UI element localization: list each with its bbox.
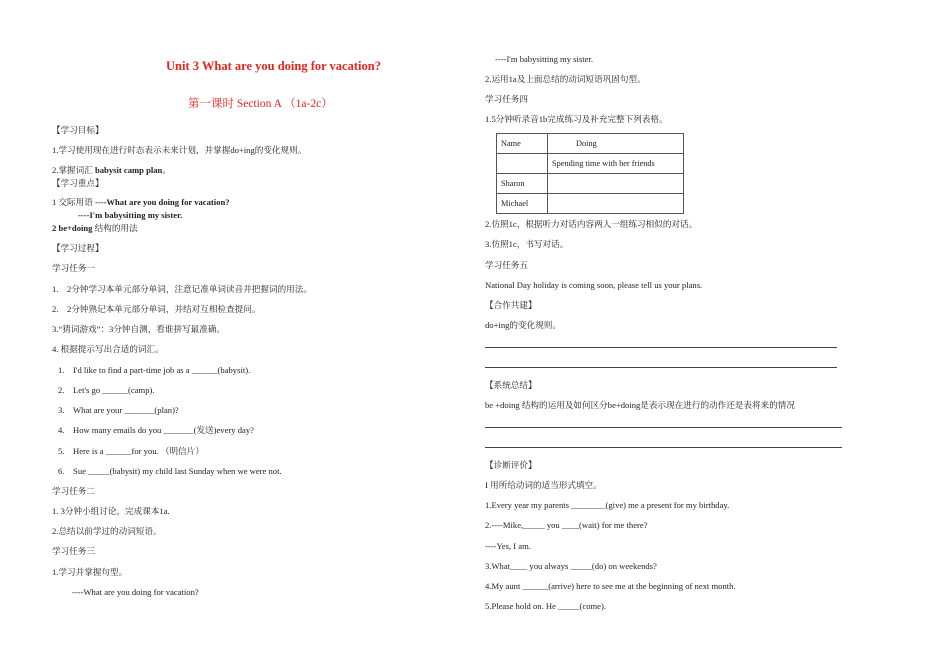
task5-heading: 学习任务五 (485, 260, 528, 270)
summary-text: be +doing 结构的运用及如何区分be+doing是表示现在进行的动作还是表将来的情况 (485, 400, 795, 410)
fill-item: 1. I'd like to find a part-time job as a ______(babysit). (58, 365, 251, 375)
eval-heading: 【诊断评价】 (485, 460, 537, 470)
focus-1: 1 交际用语 ----What are you doing for vacation? (52, 197, 230, 207)
lesson-subtitle: 第一课时 Section A （1a-2c） (188, 98, 333, 110)
task4-item: 2.仿照1c，根据听力对话内容两人一组练习相似的对话。 (485, 219, 698, 229)
coop-heading: 【合作共建】 (485, 300, 537, 310)
focus-2: 2 be+doing 结构的用法 (52, 223, 138, 233)
task3-heading: 学习任务三 (52, 546, 95, 556)
task1-item: 2. 2分钟熟记本单元部分单词，并结对互相检查提问。 (52, 304, 261, 314)
answer-line (485, 427, 842, 428)
table-cell: Sharon (497, 174, 548, 194)
table-row (497, 174, 684, 194)
task3-question: ----What are you doing for vacation? (72, 587, 199, 597)
task3-item: 1.学习并掌握句型。 (52, 567, 128, 577)
answer-line (485, 367, 837, 368)
table-cell: Spending time with her friends (548, 154, 684, 174)
task1-heading: 学习任务一 (52, 263, 95, 273)
fill-item: 6. Sue _____(babysit) my child last Sunday when we were not. (58, 466, 282, 476)
task1-item: 1. 2分钟学习本单元部分单词，注意记准单词读音并把握词的用法。 (52, 284, 312, 294)
table-cell: Michael (497, 194, 548, 214)
eval-instruction: I 用所给动词的适当形式填空。 (485, 480, 602, 490)
task5-text: National Day holiday is coming soon, please tell us your plans. (485, 280, 703, 290)
table-row (497, 154, 684, 174)
task1-item: 3.“猜词游戏”：3分钟自测，看谁拼写最准确。 (52, 324, 226, 334)
table-header-cell: Name (497, 134, 548, 154)
table-row (497, 194, 684, 214)
task3-answer: ----I'm babysitting my sister. (495, 54, 593, 64)
focus-1-answer: ----I'm babysitting my sister. (78, 210, 183, 220)
eval-item: ----Yes, I am. (485, 541, 531, 551)
table-cell (548, 194, 684, 214)
task3-item: 2.运用1a及上面总结的动词短语巩固句型。 (485, 74, 646, 84)
fill-item: 5. Here is a ______for you. （明信片） (58, 446, 204, 456)
task4-item: 3.仿照1c，书写对话。 (485, 239, 569, 249)
eval-item: 4.My aunt ______(arrive) here to see me at the beginning of next month. (485, 581, 736, 591)
fill-item: 3. What are your _______(plan)? (58, 405, 179, 415)
fill-item: 2. Let's go ______(camp). (58, 385, 155, 395)
task2-item: 2.总结以前学过的动词短语。 (52, 526, 162, 536)
table-cell (548, 174, 684, 194)
process-heading: 【学习过程】 (52, 243, 104, 253)
eval-item: 2.----Mike,_____ you ____(wait) for me there? (485, 520, 648, 530)
answer-line (485, 447, 842, 448)
answer-line (485, 347, 837, 348)
eval-item: 1.Every year my parents ________(give) me a present for my birthday. (485, 500, 730, 510)
task4-item: 1.5分钟听录音1b完成练习及补充完整下列表格。 (485, 114, 668, 124)
table-header-cell: Doing (548, 134, 684, 154)
eval-item: 5.Please hold on. He _____(come). (485, 601, 607, 611)
listening-table (496, 133, 684, 214)
table-cell (497, 154, 548, 174)
page-title: Unit 3 What are you doing for vacation? (166, 59, 381, 73)
goals-heading: 【学习目标】 (52, 125, 104, 135)
goal-1: 1.学习使用现在进行时态表示未来计划，并掌握do+ing的变化规则。 (52, 145, 307, 155)
goal-2: 2.掌握词汇 babysit camp plan。 (52, 165, 171, 175)
coop-text: do+ing的变化规则。 (485, 320, 561, 330)
fill-item: 4. How many emails do you _______(发送)every day? (58, 425, 254, 435)
task2-heading: 学习任务二 (52, 486, 95, 496)
task1-item: 4. 根据提示写出合适的词汇。 (52, 344, 164, 354)
table-header-row (497, 134, 684, 154)
eval-item: 3.What____ you always _____(do) on weekends? (485, 561, 657, 571)
summary-heading: 【系统总结】 (485, 380, 537, 390)
task4-heading: 学习任务四 (485, 94, 528, 104)
task2-item: 1. 3分钟小组讨论，完成课本1a. (52, 506, 170, 516)
focus-heading: 【学习重点】 (52, 178, 104, 188)
